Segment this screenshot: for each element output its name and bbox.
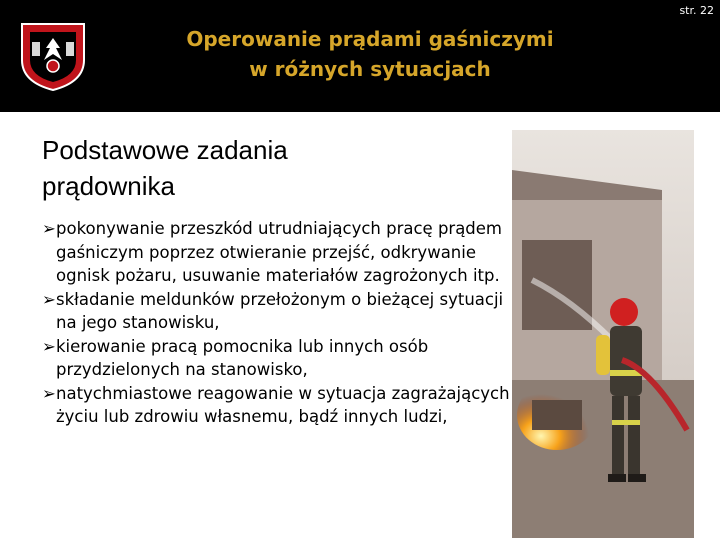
section-title [42,132,288,204]
firefighter-photo [512,130,694,538]
task-list [42,217,512,429]
list-item [42,217,512,288]
arrow-bullet-icon: ➢ [42,336,56,356]
list-item [42,288,512,335]
page-number: str. 22 [679,4,714,17]
arrow-bullet-icon: ➢ [42,383,56,403]
list-item [42,382,512,429]
arrow-bullet-icon: ➢ [42,289,56,309]
slide-header [0,0,720,112]
slide-title [160,24,580,84]
arrow-bullet-icon: ➢ [42,219,56,238]
list-item [42,335,512,382]
list-item-text: pokonywanie przeszkód utrudniających pracę prądem gaśniczym poprzez otwieranie przejść, odkrywanie ognisk pożaru, usuwanie materiałów zagrożonych itp. [56,219,503,285]
list-item-text: natychmiastowe reagowanie w sytuacja zagrażających życiu lub zdrowiu własnemu, bądź innych ludzi, [56,383,510,426]
list-item-text: kierowanie pracą pomocnika lub innych osób przydzielonych na stanowisko, [56,336,429,379]
slide-title-line-1: Operowanie prądami gaśniczymi [186,27,554,51]
fire-brigade-logo [16,20,90,92]
slide-title-line-2: w różnych sytuacjach [249,57,491,81]
list-item-text: składanie meldunków przełożonym o bieżącej sytuacji na jego stanowisku, [56,289,504,332]
section-title-line-1: Podstawowe zadania [42,135,288,165]
section-title-line-2: prądownika [42,171,175,201]
